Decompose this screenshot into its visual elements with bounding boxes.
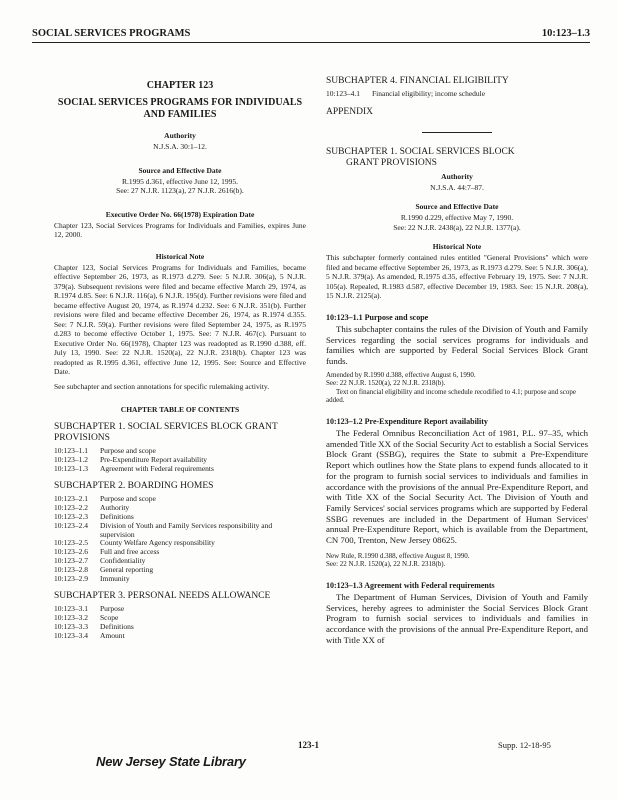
toc-entry-number: 10:123–2.8	[54, 564, 88, 574]
toc-entry	[54, 632, 134, 641]
toc-entry-number: 10:123–2.5	[54, 538, 88, 548]
source-label: Source and Effective Date	[138, 165, 222, 175]
header-title: SOCIAL SERVICES PROGRAMS	[32, 28, 191, 39]
authority-label: Authority	[164, 131, 196, 140]
historical-note-see: See subchapter and section annotations for specific rulemaking activity.	[54, 381, 270, 391]
chapter-number: CHAPTER 123	[146, 80, 214, 91]
section-1-1-amendment-1: Amended by R.1990 d.388, effective August 6, 1990.	[326, 370, 476, 379]
section-divider	[422, 132, 492, 133]
toc-entry-title: Purpose and scope	[100, 494, 156, 504]
toc-entry-number: 10:123–3.3	[54, 621, 88, 631]
toc-entry-number: 10:123–3.4	[54, 630, 88, 640]
toc-entry-title: County Welfare Agency responsibility	[100, 538, 215, 548]
toc-entry-title: General reporting	[100, 564, 154, 574]
section-1-1-heading: 10:123–1.1 Purpose and scope	[326, 312, 429, 322]
toc-subchapter-4-title: SUBCHAPTER 4. FINANCIAL ELIGIBILITY	[326, 76, 509, 86]
toc-entry-number: 10:123–2.4	[54, 520, 88, 530]
toc-entry	[54, 548, 306, 557]
toc-entry-number: 10:123–1.1	[54, 446, 88, 455]
toc-entry	[54, 557, 306, 566]
toc-entry	[54, 504, 306, 513]
toc-entry-number: 10:123–2.6	[54, 547, 88, 557]
section-1-2-heading: 10:123–1.2 Pre-Expenditure Report availability	[326, 416, 488, 426]
toc-entry-number: 10:123–2.7	[54, 555, 88, 565]
library-stamp: New Jersey State Library	[96, 754, 246, 769]
toc-label: CHAPTER TABLE OF CONTENTS	[120, 405, 240, 414]
toc-entry-title: Purpose	[100, 604, 125, 614]
toc-entry-title: Financial eligibility; income schedule	[372, 89, 486, 98]
toc-entry	[54, 495, 306, 504]
toc-entry-number: 10:123–4.1	[326, 89, 360, 98]
toc-entry-number: 10:123–1.2	[54, 454, 88, 464]
page-number: 123-1	[298, 740, 319, 750]
executive-order-text: Chapter 123, Social Services Programs for Individuals and Families, expires June 12, 2000.	[54, 220, 306, 239]
toc-entry-number: 10:123–2.1	[54, 494, 88, 504]
sc1-historical-note-text: This subchapter formerly contained rules entitled "General Provisions" which were filed and became effective September 26, 1973, as R.1973 d.279. See: 5 N.J.R. 306(a), 5 N.J.R. 379(a). As amended, R.1975 d.35, effective February 19, 1975. See: 7 N.J.R. 105(a). Repealed, R.1983 d.587, effective December 19, 1983. See: 15 N.J.R. 208(a), 15 N.J.R. 2125(a).	[326, 253, 588, 301]
toc-entry-title: Scope	[100, 613, 119, 623]
supplement-date: Supp. 12-18-95	[498, 740, 551, 750]
toc-entry-title: Purpose and scope	[100, 446, 156, 455]
toc-appendix: APPENDIX	[326, 106, 373, 117]
toc-subchapter-2-list	[54, 495, 306, 583]
toc-subchapter-3-title: SUBCHAPTER 3. PERSONAL NEEDS ALLOWANCE	[54, 591, 271, 602]
source-text-2: See: 27 N.J.R. 1123(a), 27 N.J.R. 2616(b).	[116, 186, 244, 195]
toc-subchapter-1-list	[54, 447, 214, 473]
section-1-2-amendment-2: See: 22 N.J.R. 1520(a), 22 N.J.R. 2318(b).	[326, 560, 446, 569]
section-1-3-body: The Department of Human Services, Division of Youth and Family Services, hereby agrees to administer the Social Services Block Grant Program to furnish social services to individuals and families in accordance with the provisions of the annual Pre-Expenditure Report, and with Title XX of	[326, 591, 588, 645]
left-column	[54, 76, 306, 641]
toc-entry-title: Agreement with Federal requirements	[100, 463, 214, 473]
historical-note-text: Chapter 123, Social Services Programs for Individuals and Families, became effective September 26, 1973, as R.1973 d.279. See: 5 N.J.R. 306(a), 5 N.J.R. 379(a). Subsequent revisions were filed and became effective March 29, 1974, as R.1974 d.85. See: 6 N.J.R. 116(a), 6 N.J.R. 195(d). Further revisions were filed and became effective August 20, 1974, as R.1974 d.232. See: 6 N.J.R. 351(b). Further revisions were filed and became effective December 26, 1974, as R.1974 d.355. See: 7 N.J.R. 59(a). Further revisions were filed September 24, 1975, as R.1975 d.283 to become effective October 1, 1975. See: 7 N.J.R. 467(c). Pursuant to Executive Order No. 66(1978), Chapter 123 was readopted as R.1990 d.388, eff. July 13, 1990. See: 22 N.J.R. 1520(a), 22 N.J.R. 2318(b). Chapter 123 was readopted as R.1995 d.361, effective June 12, 1995. See: Source and Effective Date.	[54, 262, 306, 376]
section-1-3-heading: 10:123–1.3 Agreement with Federal requirements	[326, 580, 495, 590]
sc1-source-label: Source and Effective Date	[415, 202, 499, 212]
sc1-source-text-2: See: 22 N.J.R. 2438(a), 22 N.J.R. 1377(a).	[393, 222, 521, 232]
historical-note-label: Historical Note	[155, 251, 205, 261]
sc1-authority-label: Authority	[441, 171, 473, 181]
toc-subchapter-2-title: SUBCHAPTER 2. BOARDING HOMES	[54, 481, 214, 492]
toc-entry-title: Authority	[100, 503, 130, 513]
toc-entry	[54, 522, 306, 540]
toc-entry-title: Amount	[100, 630, 125, 640]
toc-entry-number: 10:123–2.3	[54, 511, 88, 521]
authority-text: N.J.S.A. 30:1–12.	[153, 142, 207, 151]
toc-subchapter-1-title: SUBCHAPTER 1. SOCIAL SERVICES BLOCK GRANT PROVISIONS	[54, 422, 278, 443]
right-column	[326, 76, 588, 645]
toc-entry-title: Confidentiality	[100, 555, 146, 565]
subchapter-1-title-line-1: SUBCHAPTER 1. SOCIAL SERVICES BLOCK	[326, 146, 515, 157]
toc-entry	[54, 465, 214, 474]
toc-entry-title: Division of Youth and Family Services responsibility and supervision	[100, 520, 273, 539]
subchapter-1-title-line-2: GRANT PROVISIONS	[346, 157, 437, 168]
section-1-1-body: This subchapter contains the rules of the Division of Youth and Family Services regarding the social services programs for individuals and families which are supported by Federal Social Services Block Grant funds.	[326, 323, 588, 366]
chapter-title: SOCIAL SERVICES PROGRAMS FOR INDIVIDUALS AND FAMILIES	[57, 97, 303, 120]
section-1-2-body: The Federal Omnibus Reconciliation Act of 1981, P.L. 97–35, which amended Title XX of the Social Security Act to establish a Social Services Block Grant (SSBG), requires the State to submit a Pre-Expenditure Report which outlines how the State plans to expend funds allocated to it for the program to furnish social services to individuals and families in accordance with the provisions of the annual Pre-Expenditure Report, and with Title XX of the Social Security Act. The Division of Youth and Family Services' social services programs which are supported by Federal SSBG revenues are included in the Department of Human Services' annual Pre-Expenditure Report, which is available from the Department, CN 700, Trenton, New Jersey 08625.	[326, 427, 588, 546]
toc-entry	[54, 539, 306, 548]
toc-entry-number: 10:123–2.2	[54, 503, 88, 513]
toc-entry	[326, 90, 485, 99]
source-text-1: R.1995 d.361, effective June 12, 1995.	[121, 176, 239, 186]
sc1-historical-note-label: Historical Note	[432, 242, 482, 252]
sc1-authority-text: N.J.S.A. 44:7–87.	[430, 182, 484, 192]
toc-entry-title: Full and free access	[100, 547, 160, 557]
section-1-1-amendment-2: See: 22 N.J.R. 1520(a), 22 N.J.R. 2318(b).	[326, 379, 446, 388]
section-1-2-amendment-1: New Rule, R.1990 d.388, effective August 8, 1990.	[326, 551, 470, 560]
toc-entry-title: Definitions	[100, 511, 134, 521]
section-1-1-amendment-3: Text on financial eligibility and income schedule recodified to 4.1; purpose and scope added.	[326, 387, 576, 405]
toc-entry	[54, 575, 306, 584]
toc-entry-title: Immunity	[100, 573, 130, 583]
toc-entry-number: 10:123–3.1	[54, 604, 88, 614]
executive-order-label: Executive Order No. 66(1978) Expiration Date	[105, 209, 255, 219]
toc-subchapter-3-list	[54, 605, 134, 640]
toc-entry-title: Pre-Expenditure Report availability	[100, 454, 208, 464]
running-header	[32, 28, 590, 43]
header-section-number: 10:123–1.3	[541, 28, 590, 39]
toc-entry-number: 10:123–1.3	[54, 463, 88, 473]
toc-entry	[54, 566, 306, 575]
toc-entry-number: 10:123–2.9	[54, 573, 88, 583]
toc-entry-number: 10:123–3.2	[54, 613, 88, 623]
toc-subchapter-4-list	[326, 90, 485, 99]
toc-entry-title: Definitions	[100, 621, 134, 631]
sc1-source-text-1: R.1990 d.229, effective May 7, 1990.	[400, 213, 514, 223]
